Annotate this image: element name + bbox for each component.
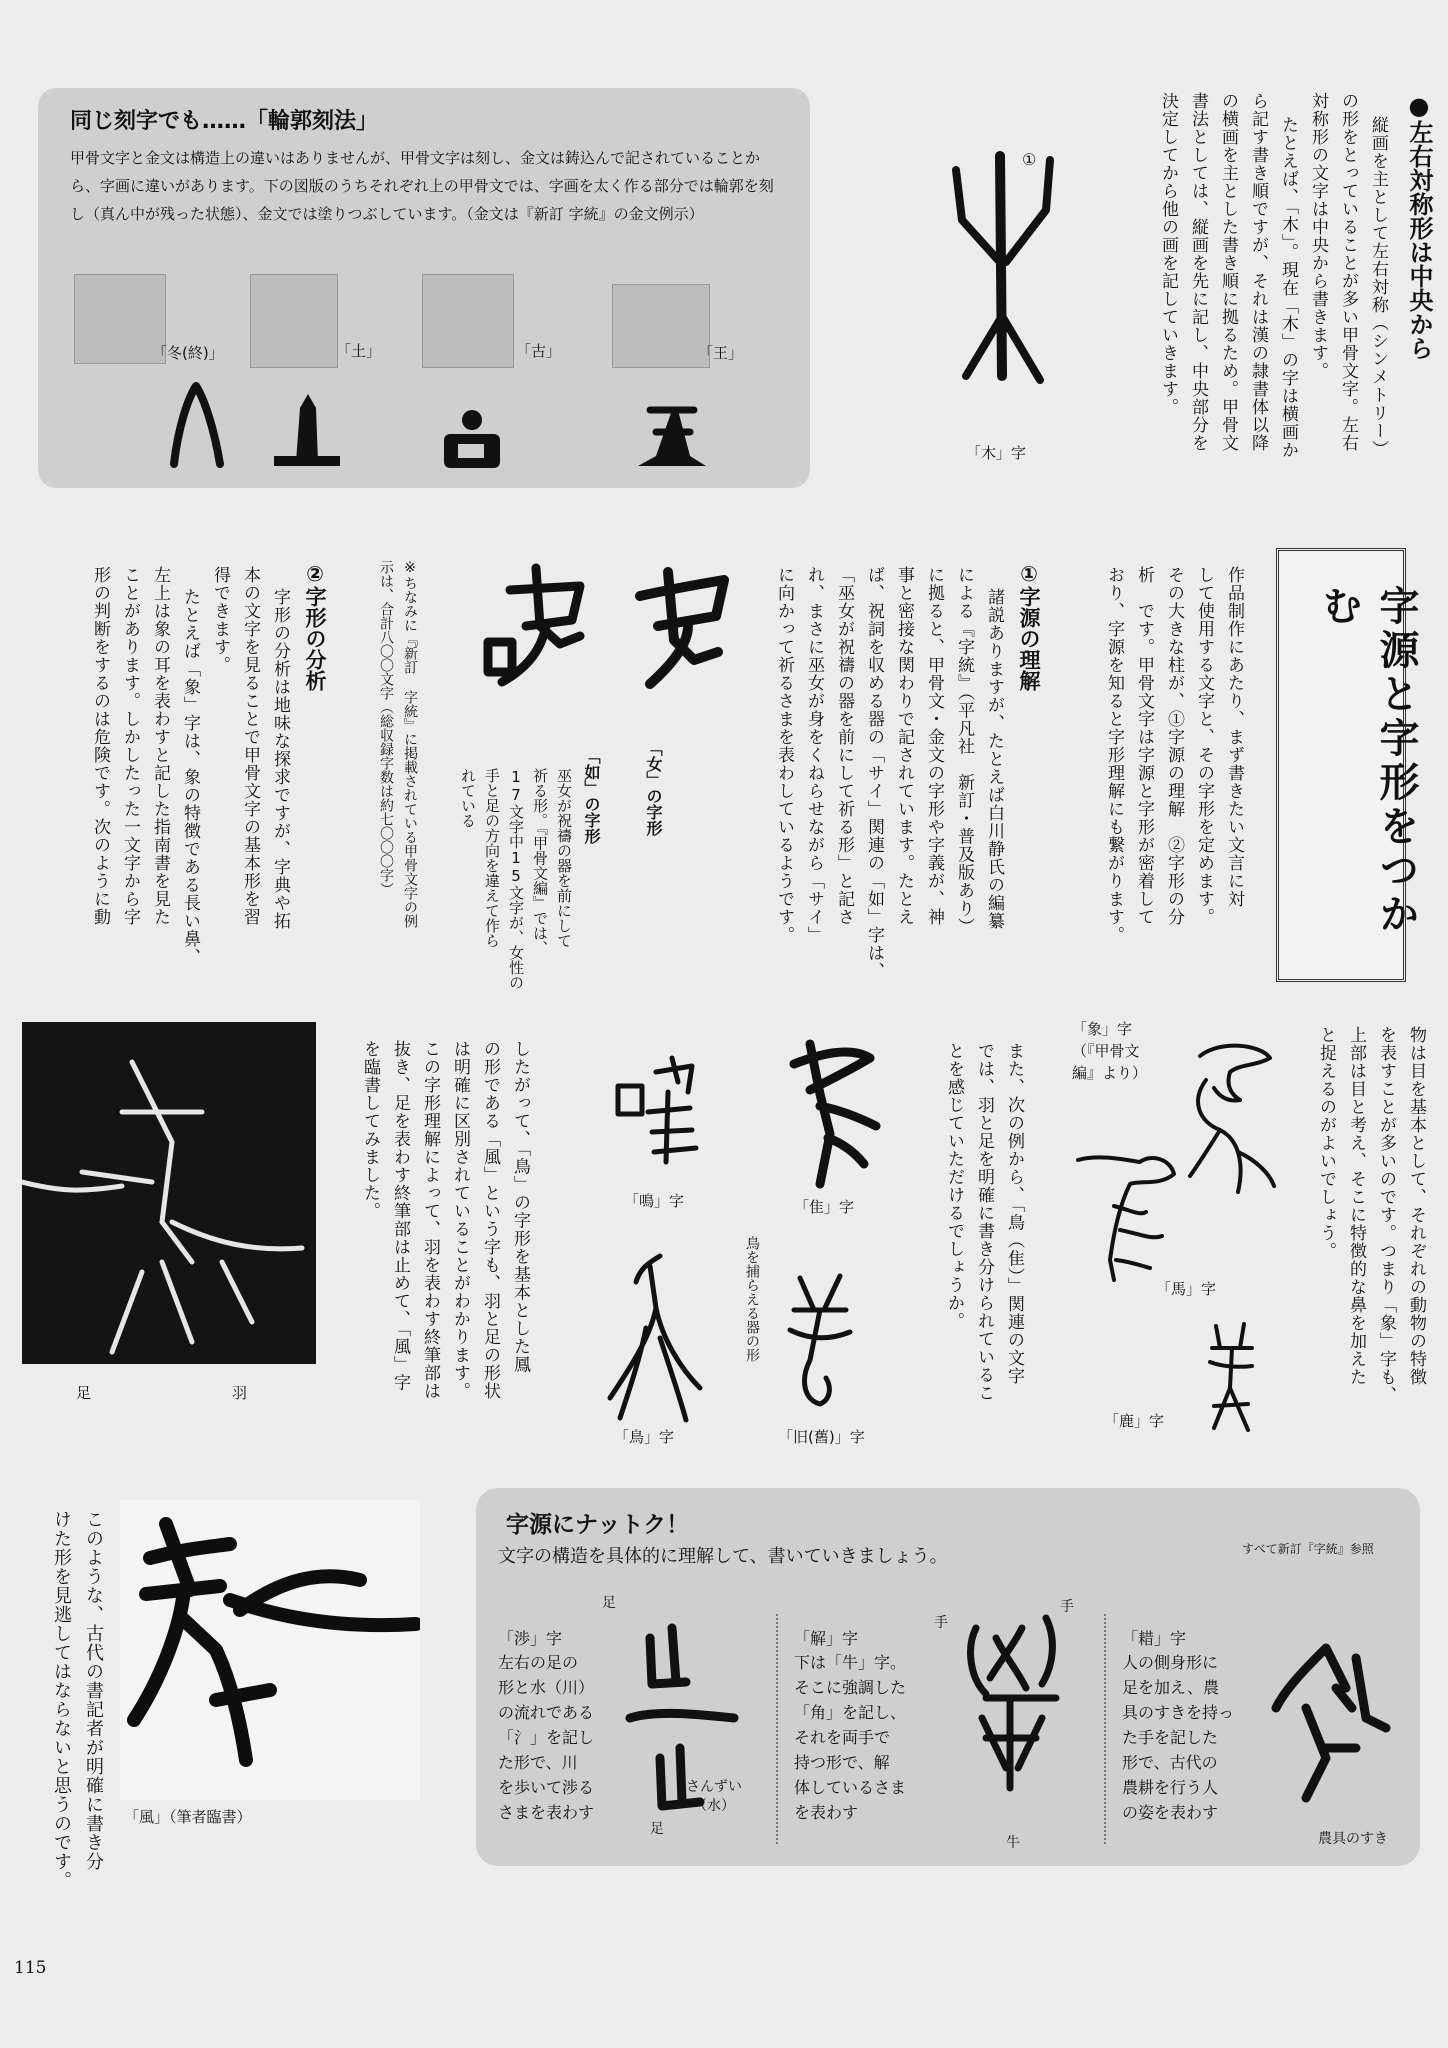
item-seki-desc: 人の側身形に 足を加え、農 具のすきを持っ た手を記した 形で、古代の 農耕を行う人 の姿を表わす — [1122, 1653, 1235, 1822]
birds-col-2: では、羽と足を明確に書き分けられているこ — [974, 1042, 994, 1402]
birds-col-1: また、次の例から、「鳥（隹）」関連の文字 — [1004, 1042, 1024, 1385]
jigen-box-source: すべて新訂『字統』参照 — [1242, 1542, 1374, 1556]
onna-caption: 「女」の字形 — [644, 740, 663, 836]
zou-caption: 「象」字 （『甲骨文 編』より） — [1072, 1020, 1148, 1082]
birds-col-3: とを感じていただけるでしょうか。 — [944, 1042, 964, 1330]
shika-glyph — [1196, 1318, 1266, 1438]
footnote-2: 示は、合計八〇〇文字（総収録字数は約七〇〇〇字） — [378, 560, 394, 896]
jikei-col-2: 本の文字を見ることで甲骨文字の基本形を習 — [240, 566, 260, 926]
symmetry-col-5: ら記す書き順ですが、それは漢の隷書体以降 — [1248, 92, 1268, 452]
jigen-col-1: 諸説ありますが、たとえば白川静氏の編纂 — [984, 588, 1004, 930]
seki-mark-plow: 農具のすき — [1318, 1831, 1388, 1847]
intro-col-4: 析 です。甲骨文字は字源と字形が密着して — [1134, 566, 1154, 926]
kaze-brush-glyph — [120, 1500, 420, 1800]
uma-glyph — [1070, 1150, 1200, 1290]
joo-note-3: 17文字中15文字が、女性の — [507, 768, 525, 990]
box-label-do: 「土」 — [336, 342, 382, 360]
section-title-box — [1276, 548, 1420, 982]
jikei-col-5: 左上は象の耳を表わすと記した指南書を見た — [150, 566, 170, 926]
divider-1 — [776, 1614, 778, 1844]
jigen-col-7: れ、まさに巫女が身をくねらせながら「サイ」 — [804, 566, 824, 944]
item-kai-title: 「解」字 — [794, 1629, 859, 1648]
sui-caption: 「隹」字 — [794, 1198, 855, 1216]
rubbing-strokes — [22, 1022, 316, 1364]
box-label-fuyu: 「冬(終)」 — [152, 344, 224, 362]
joo-note-1: 巫女が祝禱の器を前にして — [555, 768, 573, 948]
jigen-heading: ①字源の理解 — [1017, 562, 1041, 691]
kaze-col-1: したがって、「鳥」の字形を基本とした鳳 — [510, 1040, 530, 1374]
animals-col-3: 上部は目と考え、そこに特徴的な鼻を加えた — [1346, 1026, 1366, 1386]
page-number: 115 — [14, 1958, 47, 1978]
info-box-body: 甲骨文字と金文は構造上の違いはありませんが、甲骨文字は刻し、金文は鋳込んで記されていることから、字画に違いがあります。下の図版のうちそれぞれ上の甲骨文では、字画を太く作る部分では輪郭を刻し（真ん中が残った状態）、金文では塗りつぶしています。（金文は『新訂 字統』の金文例示） — [70, 149, 774, 223]
kinbun-glyphs — [38, 88, 810, 488]
sui-glyph — [780, 1034, 890, 1194]
symmetry-col-1: 縦画を主として左右対称（シンメトリー） — [1368, 116, 1388, 458]
shika-caption: 「鹿」字 — [1104, 1412, 1165, 1430]
joo-caption: 「如」の字形 — [582, 748, 601, 844]
mei-caption: 「鳴」字 — [624, 1192, 685, 1210]
footnote-1: ※ちなみに『新訂 字統』に掲載されている甲骨文字の例 — [402, 560, 418, 928]
joo-note-4: 手と足の方向を違えて作ら — [483, 768, 501, 948]
sho-mark-foot-top: 足 — [602, 1595, 616, 1611]
kaze-col-5: 抜き、足を表わす終筆部は止めて、「風」字 — [390, 1040, 410, 1392]
item-kai-desc: 下は「牛」字。 そこに強調した 「角」を記し、 それを両手で 持つ形で、解 体しているさま を表わす — [794, 1653, 907, 1822]
info-box-rinkaku — [38, 88, 810, 488]
kai-mark-hand-right: 手 — [1060, 1599, 1074, 1615]
closing-col-2: けた形を見逃してはならないと思うのです。 — [51, 1510, 72, 1890]
trap-label: 鳥を捕らえる器の形 — [744, 1236, 760, 1362]
intro-col-2: して使用する文字と、その字形を定めます。 — [1194, 566, 1214, 926]
rubbing-label-wing: 羽 — [232, 1384, 248, 1402]
closing-col-1: このような、古代の書記者が明確に書き分 — [83, 1510, 104, 1871]
joo-note-2: 祈る形。『甲骨文編』では、 — [531, 768, 549, 956]
kai-mark-ox: 牛 — [1006, 1835, 1020, 1851]
jikei-col-7: 形の判断をするのは危険です。次のように動 — [90, 566, 110, 926]
kai-mark-hand-left: 手 — [934, 1615, 948, 1631]
stroke-order-mark: ① — [1022, 150, 1037, 169]
info-box-jigen — [476, 1488, 1420, 1866]
symmetry-col-2: の形をとっていることが多い甲骨文字。左右 — [1338, 92, 1358, 452]
jikei-col-6: ことがあります。しかしたった一文字から字 — [120, 566, 140, 926]
info-box-title: 同じ刻字でも……「輪郭刻法」 — [70, 109, 379, 134]
jigen-col-3: に拠ると、甲骨文・金文の字形や字義が、神 — [924, 566, 944, 926]
tori-glyph — [590, 1248, 710, 1428]
symmetry-heading: ●左右対称形は中央から — [1405, 92, 1433, 360]
symmetry-col-6: の横画を主とした書き順に拠るため。甲骨文 — [1218, 92, 1238, 452]
kaze-col-3: は明確に区別されていることがわかります。 — [450, 1040, 470, 1400]
section-title: 字源と字形をつかむ — [1316, 585, 1420, 937]
ki-caption: 「木」字 — [966, 444, 1027, 462]
jigen-col-8: に向かって祈るさまを表わしているようです。 — [774, 566, 794, 944]
symmetry-col-7: 書法としては、縦画を先に記し、中央部分を — [1188, 92, 1208, 452]
kai-glyph — [946, 1598, 1096, 1848]
symmetry-col-8: 決定してから他の画を記していきます。 — [1158, 92, 1178, 416]
sho-mark-sanzui: さんずい （水） — [686, 1779, 742, 1814]
divider-2 — [1104, 1614, 1106, 1844]
jigen-col-2: による『字統』（平凡社 新訂・普及版あり） — [954, 566, 974, 936]
jikei-col-3: 得できます。 — [210, 566, 230, 674]
onna-glyph — [628, 556, 748, 696]
jikei-col-1: 字形の分析は地味な探求ですが、字典や拓 — [270, 588, 290, 930]
kaze-rubbing — [22, 1022, 316, 1364]
intro-col-3: その大きな柱が、①字源の理解 ②字形の分 — [1164, 566, 1184, 926]
kaze-col-6: を臨書してみました。 — [360, 1040, 380, 1220]
jigen-col-4: 事と密接な関わりで記されています。たとえ — [894, 566, 914, 926]
kaze-col-2: の形である「風」という字も、羽と足の形状 — [480, 1040, 500, 1400]
jigen-box-subtitle: 文字の構造を具体的に理解して、書いていきましょう。 — [498, 1546, 948, 1567]
jikei-col-4: たとえば「象」字は、象の特徴である長い鼻、 — [180, 588, 200, 966]
intro-col-5: おり、字源を知ると字形理解にも繋がります。 — [1104, 566, 1124, 944]
jikei-heading: ②字形の分析 — [303, 562, 327, 691]
intro-col-1: 作品制作にあたり、まず書きたい文言に対 — [1224, 566, 1244, 908]
item-sho-title: 「渉」字 — [498, 1629, 563, 1648]
sho-mark-foot-bottom: 足 — [650, 1821, 664, 1837]
joo-note-5: れている — [459, 768, 477, 828]
ki-glyph — [950, 140, 1070, 440]
box-label-ou: 「王」 — [698, 344, 744, 362]
jigen-col-6: 「巫女が祝禱の器を前にして祈る形」と記さ — [834, 566, 854, 926]
item-sho-desc: 左右の足の 形と水（川） の流れである 「氵」を記し た形で、川 を歩いて渉る さまを表わす — [498, 1653, 595, 1822]
animals-col-4: と捉えるのがよいでしょう。 — [1316, 1026, 1336, 1260]
tori-caption: 「鳥」字 — [614, 1428, 675, 1446]
kyu-caption: 「旧(舊)」字 — [778, 1428, 865, 1446]
jigen-box-title: 字源にナットク！ — [506, 1512, 690, 1538]
rubbing-label-foot: 足 — [76, 1384, 92, 1402]
symmetry-col-4: たとえば、「木」。現在「木」の字は横画か — [1278, 116, 1298, 459]
item-seki-title: 「耤」字 — [1122, 1629, 1187, 1648]
box-label-ko: 「古」 — [516, 342, 562, 360]
kaze-col-4: この字形理解によって、羽を表わす終筆部は — [420, 1040, 440, 1400]
kaze-brush-caption: 「風」（筆者臨書） — [124, 1808, 252, 1826]
kaze-brush-panel — [120, 1500, 420, 1800]
joo-glyph — [480, 556, 590, 696]
animals-col-1: 物は目を基本として、それぞれの動物の特徴 — [1406, 1026, 1426, 1386]
seki-glyph — [1266, 1628, 1406, 1808]
kyu-glyph — [770, 1270, 870, 1420]
animals-col-2: を表すことが多いのです。つまり「象」字も、 — [1376, 1026, 1396, 1404]
mei-glyph — [612, 1052, 712, 1182]
uma-caption: 「馬」字 — [1156, 1280, 1217, 1298]
jigen-col-5: ば、祝詞を収める器の「サイ」関連の「如」字は、 — [864, 566, 884, 980]
symmetry-col-3: 対称形の文字は中央から書きます。 — [1308, 92, 1328, 380]
